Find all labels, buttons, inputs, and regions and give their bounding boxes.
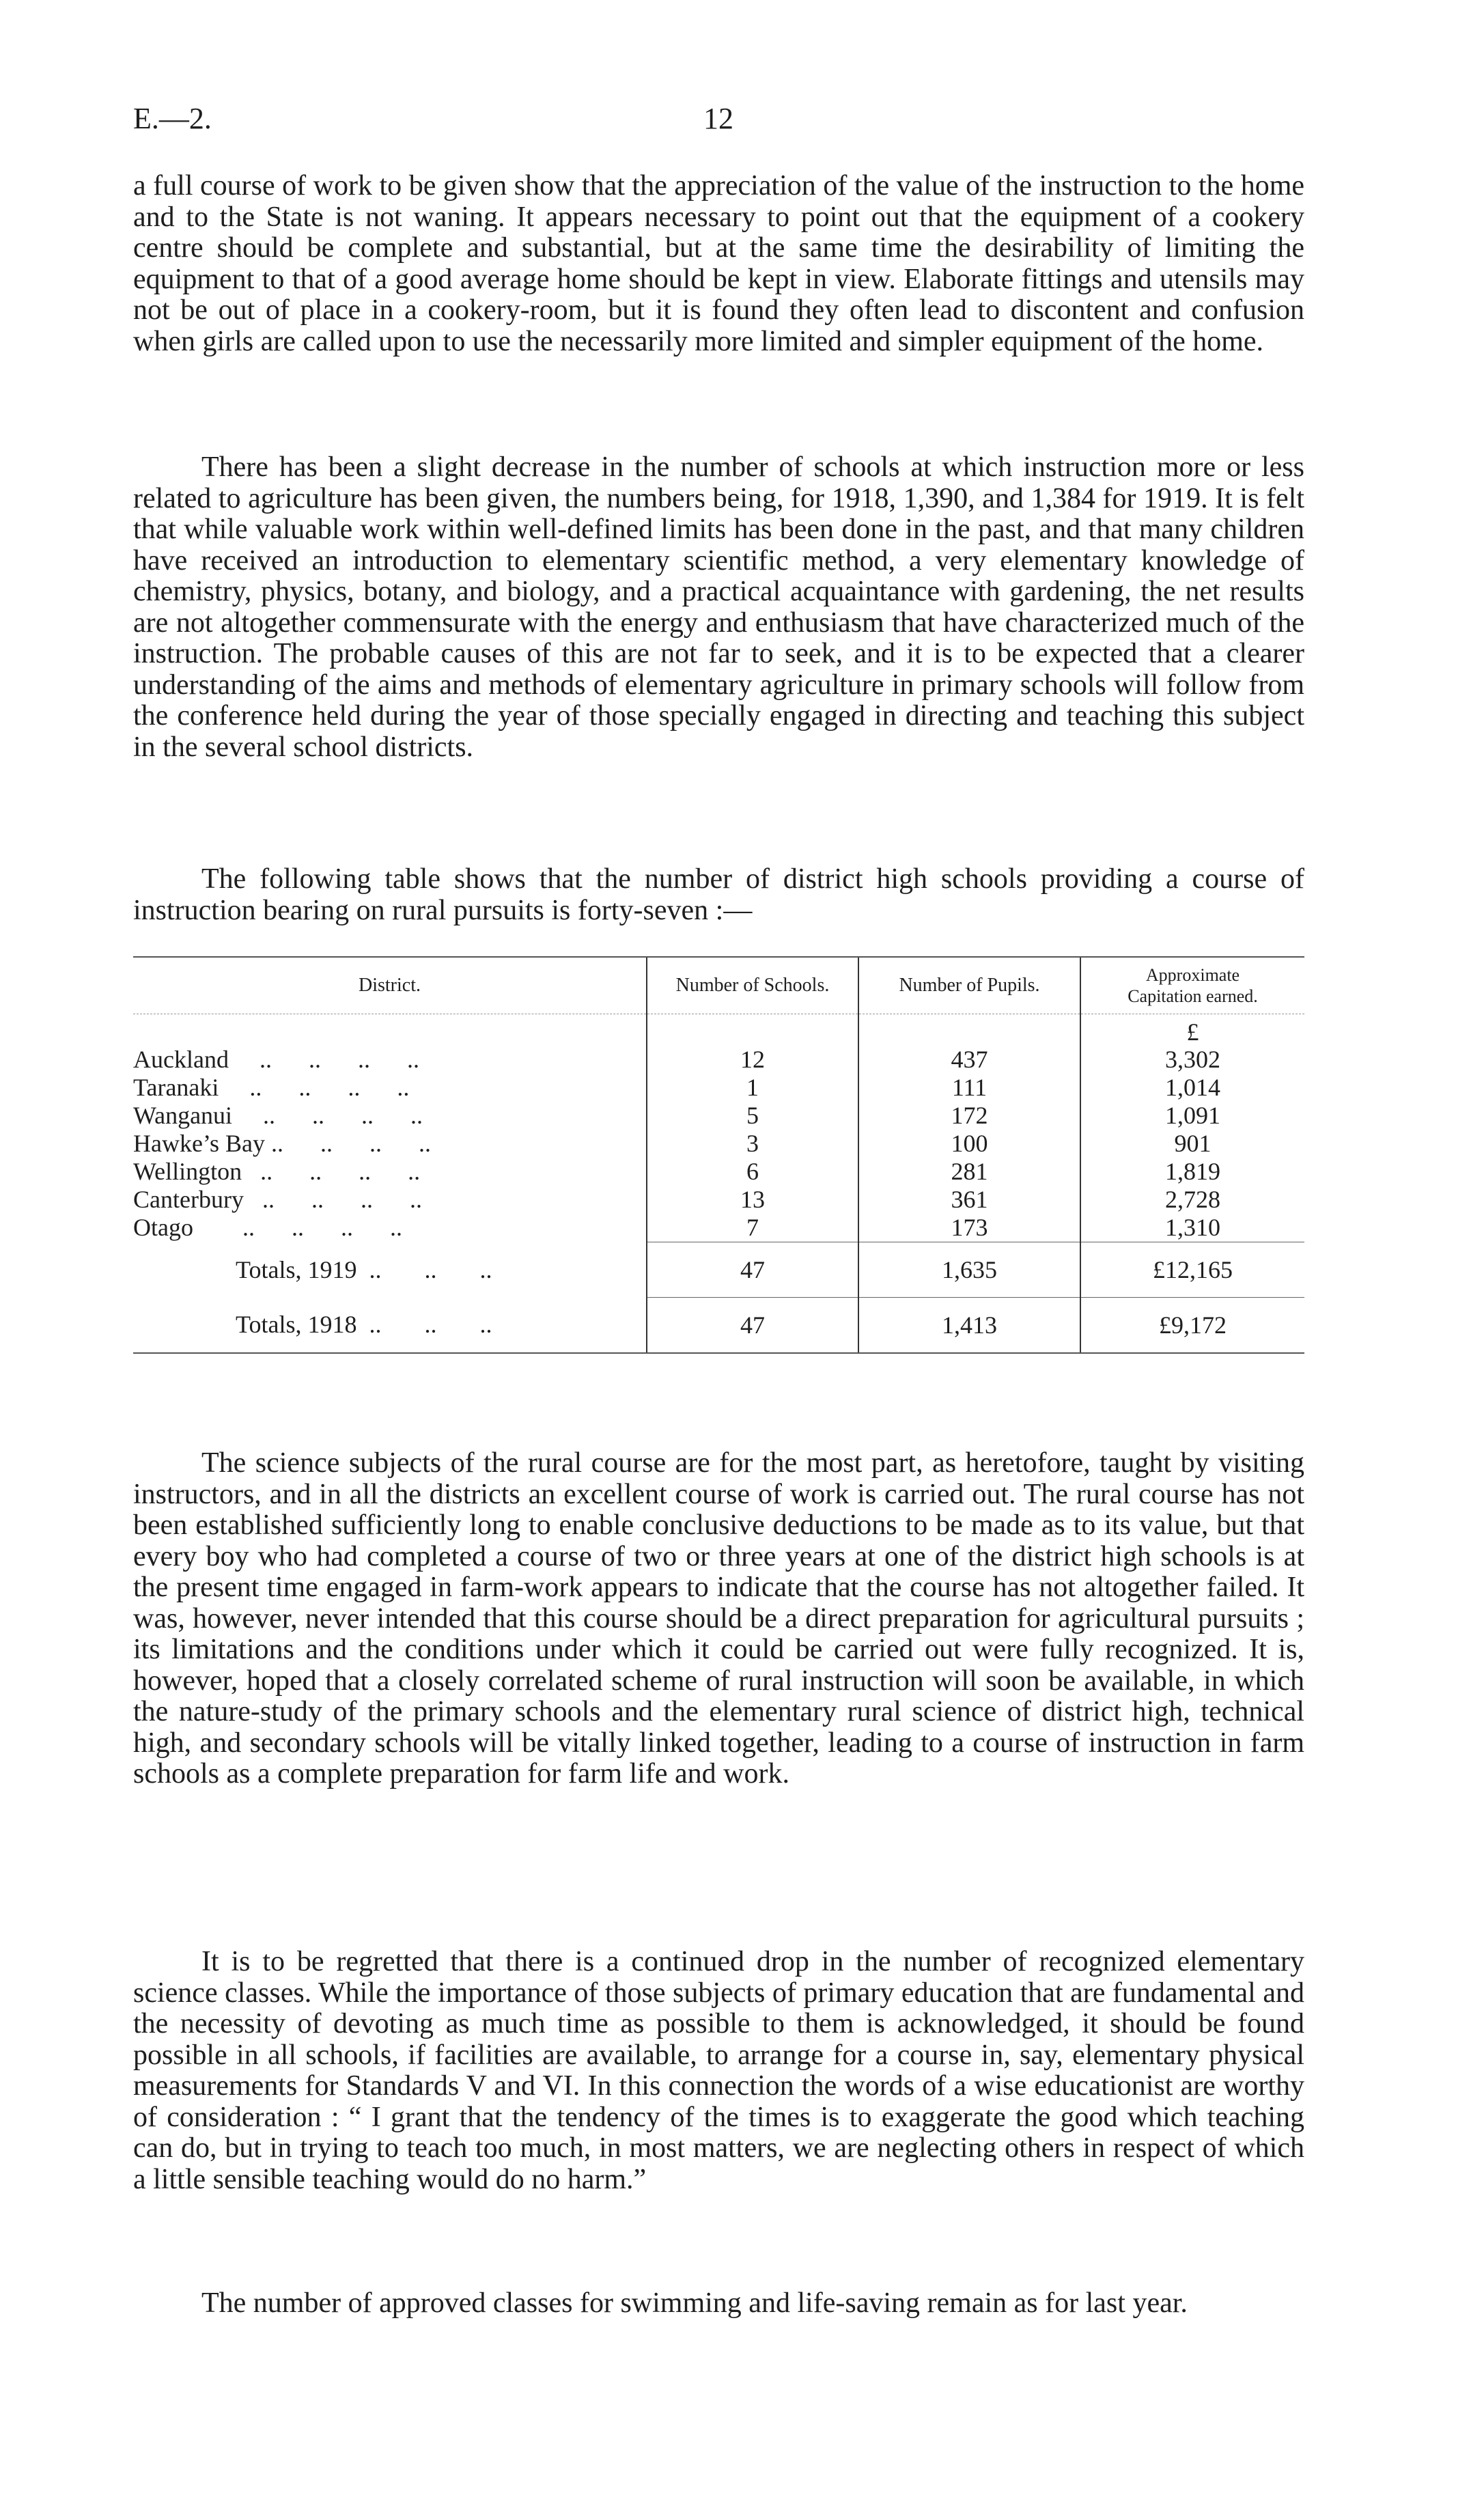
schools-count: 3 — [647, 1130, 858, 1158]
pupils-count: 361 — [858, 1186, 1080, 1214]
paragraph-swimming: The number of approved classes for swimming and life-saving remain as for last year. — [201, 2287, 1188, 2319]
schools-count: 7 — [647, 1214, 858, 1242]
district-name: Hawke’s Bay .. .. .. .. — [133, 1130, 431, 1157]
totals-row-1919 — [133, 1242, 1304, 1298]
district-high-schools-table — [133, 956, 1304, 1354]
capitation-amount: 1,014 — [1080, 1074, 1304, 1102]
header-schools: Number of Schools. — [647, 957, 858, 1014]
capitation-amount: 901 — [1080, 1130, 1304, 1158]
pupils-count: 172 — [858, 1102, 1080, 1130]
schools-count: 6 — [647, 1158, 858, 1186]
table-row — [133, 1158, 1304, 1186]
table-row — [133, 1214, 1304, 1242]
capitation-amount: 3,302 — [1080, 1046, 1304, 1074]
header-district: District. — [133, 957, 647, 1014]
pupils-total: 1,635 — [858, 1242, 1080, 1298]
totals-row-1918 — [133, 1298, 1304, 1354]
district-name: Wellington .. .. .. .. — [133, 1158, 421, 1185]
paragraph-rural-course: The science subjects of the rural course are for the most part, as heretofore, taught by visiting instructors, and in all the districts an excellent course of work is carried out. The rural course has not been established sufficiently long to enable conclusive deductions to be made as to its value, but that every boy who had completed a course of two or three years at one of the district high schools is at the present time engaged in farm-work appears to indicate that the course has not altogether failed. It was, however, never intended that this course should be a direct preparation for agricultural pursuits ; its limitations and the conditions under which it could be carried out were fully recognized. It is, however, hoped that a closely correlated scheme of rural instruction will soon be available, in which the nature-study of the primary schools and the elementary rural science of district high, technical high, and secondary schools will be vitally linked together, leading to a course of instruction in farm schools as a complete preparation for farm life and work. — [133, 1447, 1304, 1789]
header-pupils: Number of Pupils. — [858, 957, 1080, 1014]
capitation-amount: 1,091 — [1080, 1102, 1304, 1130]
currency-symbol: £ — [1080, 1014, 1304, 1046]
schools-total: 47 — [647, 1298, 858, 1354]
table-row — [133, 1074, 1304, 1102]
pupils-count: 100 — [858, 1130, 1080, 1158]
paragraph-science-classes: It is to be regretted that there is a continued drop in the number of recognized elementary science classes. While the importance of those subjects of primary education that are fundamental and the necessity of devoting as much time as possible to them is acknowledged, it should be found possible in all schools, if facilities are available, to arrange for a course in, say, elementary physical measurements for Standards V and VI. In this connection the words of a wise educationist are worthy of consideration : “ I grant that the tendency of the times is to exaggerate the good which teaching can do, but in trying to teach too much, in most matters, we are neglecting others in respect of which a little sensible teaching would do no harm.” — [133, 1946, 1304, 2195]
schools-count: 13 — [647, 1186, 858, 1214]
header-capitation-line1: Approximate — [1145, 965, 1240, 985]
table-row — [133, 1046, 1304, 1074]
pupils-count: 437 — [858, 1046, 1080, 1074]
paragraph-agriculture: There has been a slight decrease in the number of schools at which instruction more or less related to agriculture has been given, the numbers being, for 1918, 1,390, and 1,384 for 1919. It is felt that while valuable work within well-defined limits has been done in the past, and that many children have received an introduction to elementary scientific method, a very elementary knowledge of chemistry, physics, botany, and biology, and a practical acquaintance with gardening, the net results are not altogether commensurate with the energy and enthusiasm that have characterized much of the instruction. The probable causes of this are not far to seek, and it is to be expected that a clearer understanding of the aims and methods of elementary agriculture in primary schools will follow from the conference held during the year of those specially engaged in directing and teaching this subject in the several school districts. — [133, 451, 1304, 763]
page-number: 12 — [703, 102, 733, 135]
page-header — [133, 101, 1304, 142]
schools-count: 1 — [647, 1074, 858, 1102]
district-name: Auckland .. .. .. .. — [133, 1046, 419, 1073]
header-capitation — [1080, 957, 1304, 1014]
table-row — [133, 1130, 1304, 1158]
paragraph-table-intro: The following table shows that the number of district high schools providing a course of instruction bearing on rural pursuits is forty-seven :— — [133, 863, 1304, 926]
district-name: Wanganui .. .. .. .. — [133, 1102, 423, 1129]
pupils-count: 111 — [858, 1074, 1080, 1102]
pupils-count: 173 — [858, 1214, 1080, 1242]
pupils-count: 281 — [858, 1158, 1080, 1186]
district-name: Taranaki .. .. .. .. — [133, 1074, 410, 1101]
table-row — [133, 1102, 1304, 1130]
paragraph-cookery: a full course of work to be given show that the appreciation of the value of the instruction to the home and to the State is not waning. It appears necessary to point out that the equipment of a cookery centre should be complete and substantial, but at the same time the desirability of limiting the equipment to that of a good average home should be kept in view. Elaborate fittings and utensils may not be out of place in a cookery-room, but it is found they often lead to discontent and confusion when girls are called upon to use the necessarily more limited and simpler equipment of the home. — [133, 170, 1304, 357]
capitation-total: £12,165 — [1080, 1242, 1304, 1298]
totals-label: Totals, 1919 .. .. .. — [236, 1255, 492, 1283]
totals-label: Totals, 1918 .. .. .. — [133, 1298, 647, 1354]
document-reference: E.—2. — [133, 102, 212, 135]
capitation-amount: 2,728 — [1080, 1186, 1304, 1214]
table-row — [133, 1186, 1304, 1214]
capitation-total: £9,172 — [1080, 1298, 1304, 1354]
capitation-amount: 1,819 — [1080, 1158, 1304, 1186]
schools-count: 5 — [647, 1102, 858, 1130]
capitation-amount: 1,310 — [1080, 1214, 1304, 1242]
header-capitation-line2: Capitation earned. — [1128, 986, 1258, 1006]
schools-total: 47 — [647, 1242, 858, 1298]
pupils-total: 1,413 — [858, 1298, 1080, 1354]
district-name: Canterbury .. .. .. .. — [133, 1186, 422, 1213]
district-name: Otago .. .. .. .. — [133, 1214, 402, 1242]
schools-count: 12 — [647, 1046, 858, 1074]
